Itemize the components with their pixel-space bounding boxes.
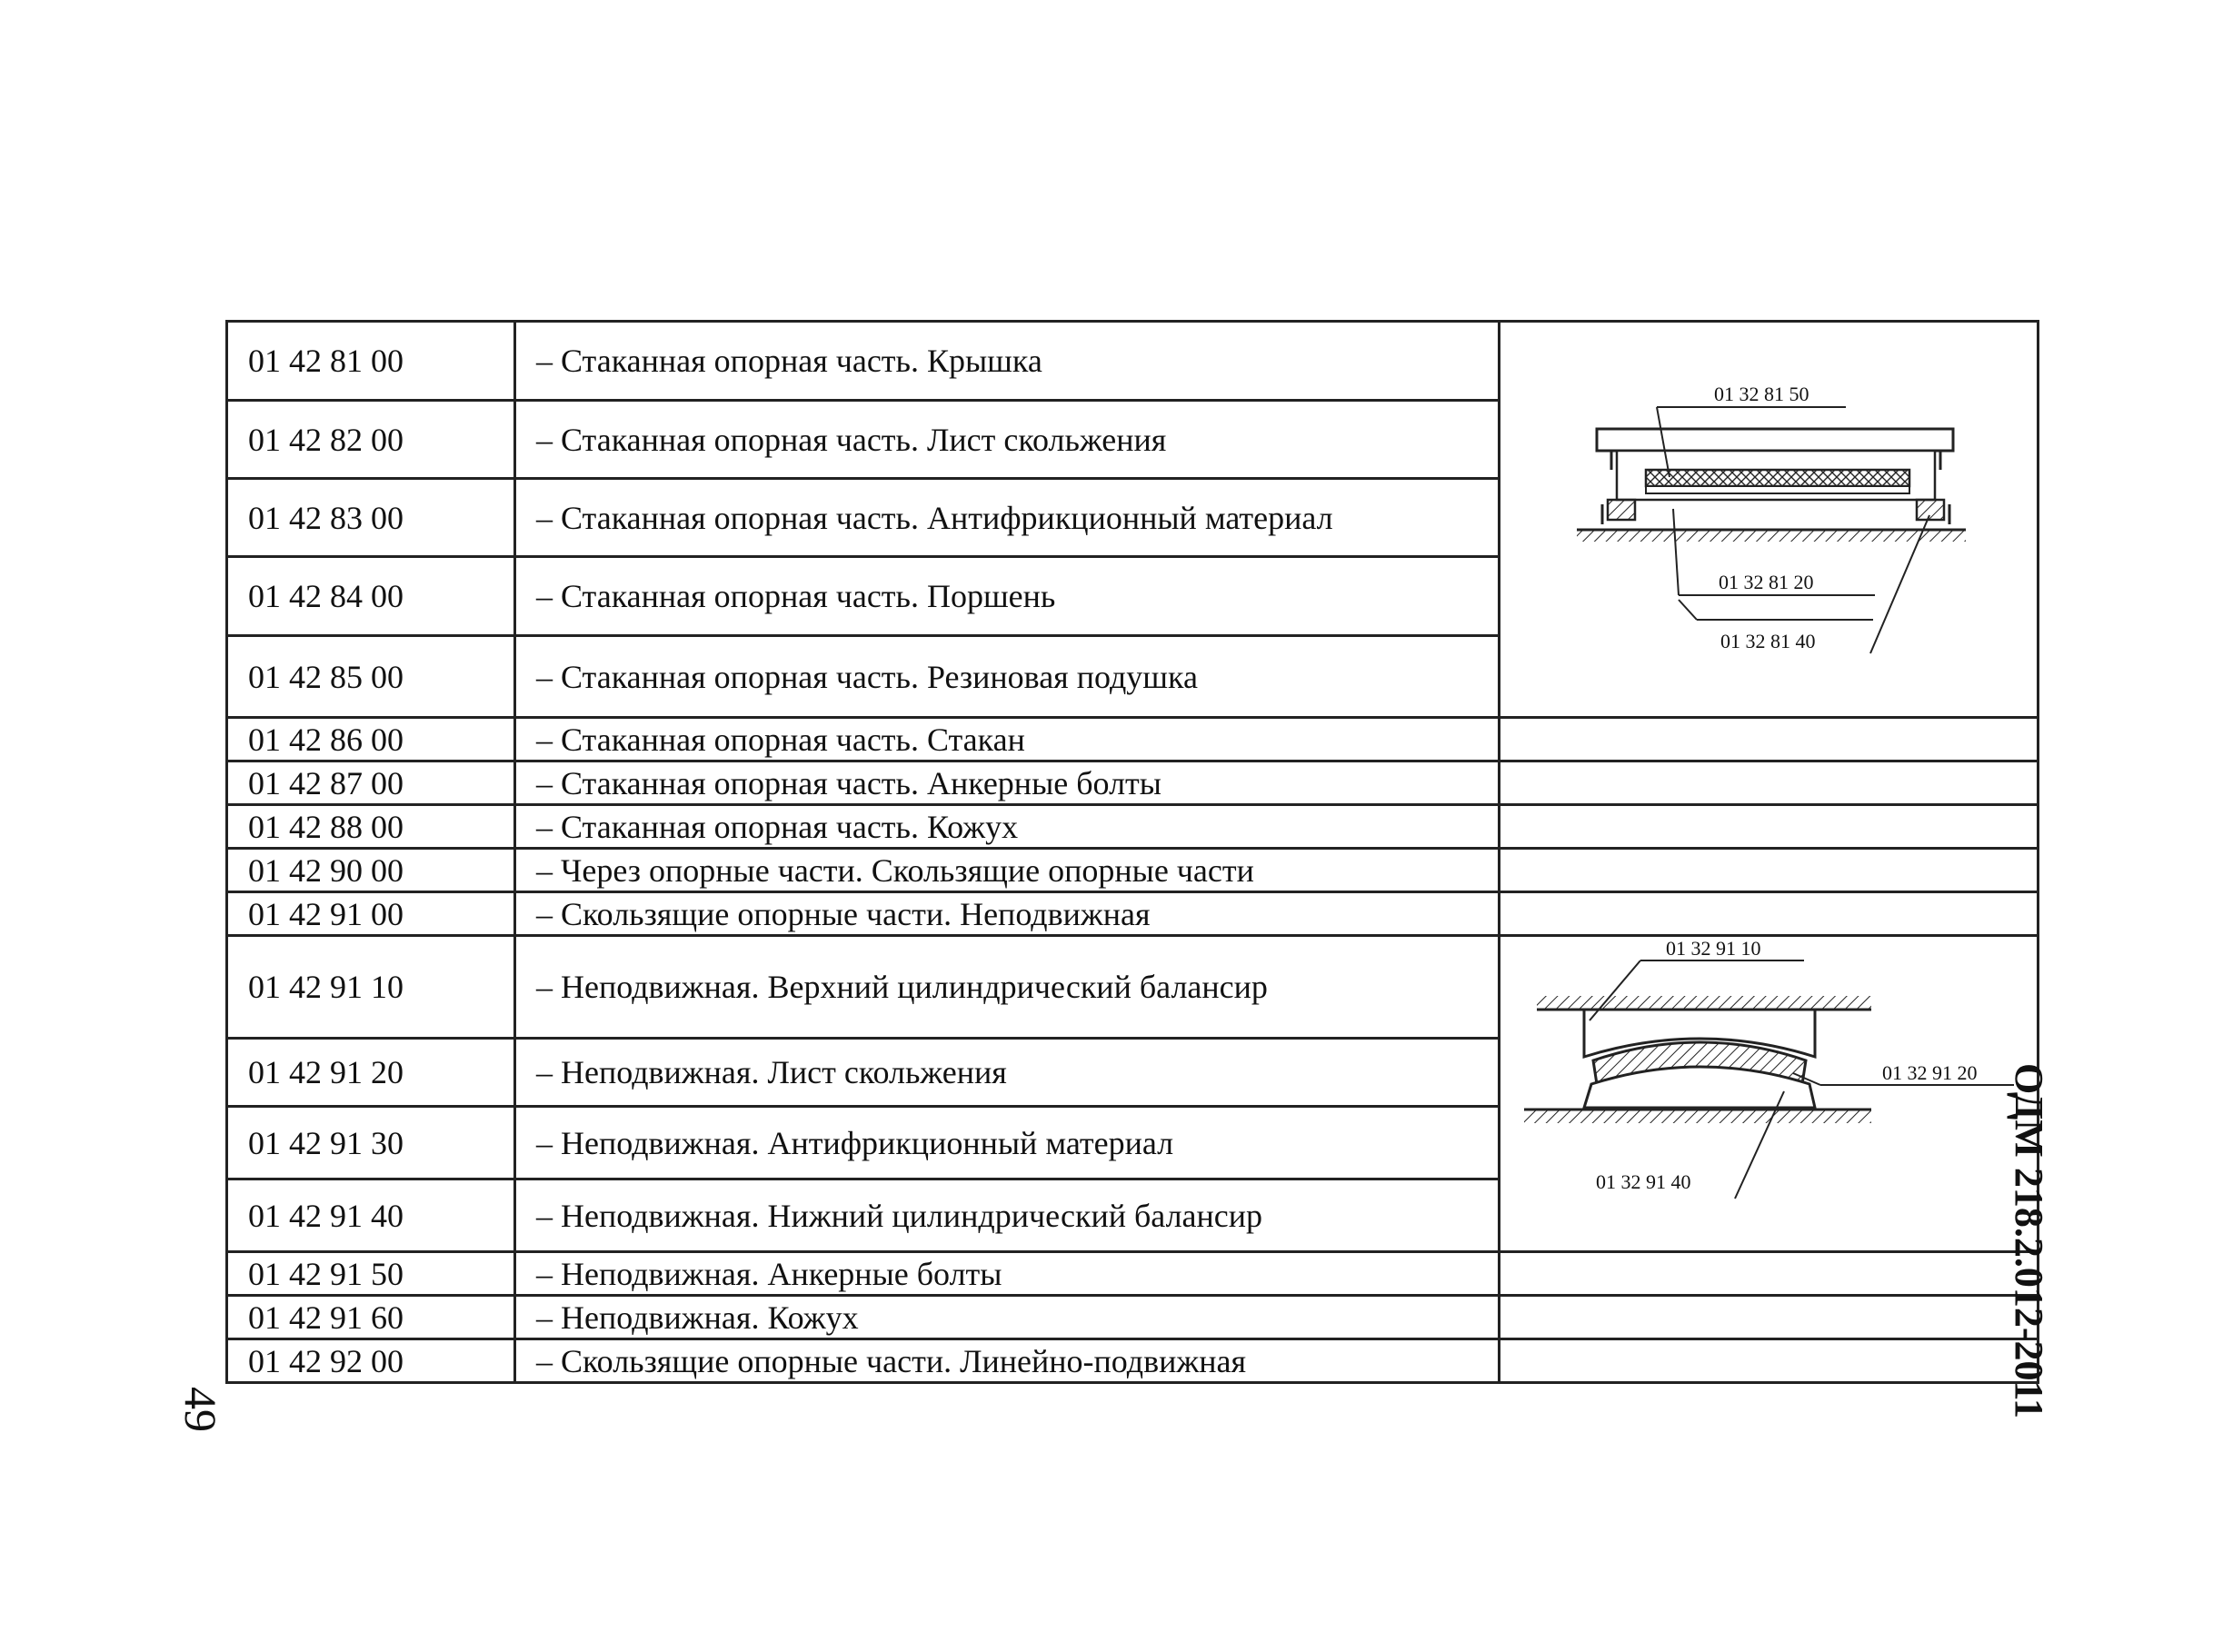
row-code: 01 42 91 60	[227, 1296, 515, 1339]
figure-cell-empty	[1500, 805, 2039, 849]
figure-cell-empty	[1500, 892, 2039, 936]
row-code: 01 42 88 00	[227, 805, 515, 849]
table-row	[227, 1296, 2039, 1339]
table-row	[227, 1339, 2039, 1383]
figure-cell-empty	[1500, 1339, 2039, 1383]
row-code: 01 42 81 00	[227, 322, 515, 401]
row-description: – Неподвижная. Лист скольжения	[515, 1039, 1500, 1107]
table-row	[227, 849, 2039, 892]
row-code: 01 42 87 00	[227, 761, 515, 805]
row-code: 01 42 84 00	[227, 557, 515, 636]
row-description: – Стаканная опорная часть. Лист скольжения	[515, 401, 1500, 479]
row-description: – Стаканная опорная часть. Резиновая подушка	[515, 636, 1500, 718]
row-code: 01 42 86 00	[227, 718, 515, 761]
label-lower-balancer-code: 01 32 91 40	[1596, 1170, 1691, 1193]
label-glass-code: 01 32 81 40	[1720, 630, 1816, 652]
table-row	[227, 761, 2039, 805]
row-code: 01 42 92 00	[227, 1339, 515, 1383]
row-description: – Стаканная опорная часть. Кожух	[515, 805, 1500, 849]
codes-table	[225, 320, 2039, 1384]
row-description: – Стаканная опорная часть. Анкерные болты	[515, 761, 1500, 805]
row-code: 01 42 91 40	[227, 1179, 515, 1252]
page-number: 49	[175, 1387, 226, 1432]
row-description: – Стаканная опорная часть. Стакан	[515, 718, 1500, 761]
figure-cell-sliding-bearing	[1500, 936, 2039, 1252]
row-description: – Неподвижная. Анкерные болты	[515, 1252, 1500, 1296]
row-code: 01 42 90 00	[227, 849, 515, 892]
row-description: – Неподвижная. Верхний цилиндрический балансир	[515, 936, 1500, 1039]
table-row	[227, 1252, 2039, 1296]
figure-cell-empty	[1500, 761, 2039, 805]
table-row	[227, 805, 2039, 849]
figure-cell-empty	[1500, 849, 2039, 892]
row-code: 01 42 85 00	[227, 636, 515, 718]
row-description: – Неподвижная. Кожух	[515, 1296, 1500, 1339]
row-description: – Стаканная опорная часть. Поршень	[515, 557, 1500, 636]
label-upper-balancer-code: 01 32 91 10	[1666, 937, 1761, 960]
figure-cell-empty	[1500, 1296, 2039, 1339]
figure-cell-empty	[1500, 718, 2039, 761]
row-description: – Стаканная опорная часть. Антифрикционный материал	[515, 479, 1500, 557]
row-code: 01 42 91 10	[227, 936, 515, 1039]
row-code: 01 42 82 00	[227, 401, 515, 479]
document-code: ОДМ 218.2.012-2011	[2007, 1063, 2051, 1419]
row-description: – Неподвижная. Антифрикционный материал	[515, 1107, 1500, 1179]
glass-wall-right	[1917, 500, 1944, 520]
row-description: – Стаканная опорная часть. Крышка	[515, 322, 1500, 401]
row-code: 01 42 91 00	[227, 892, 515, 936]
sliding-bearing-diagram	[1500, 937, 2037, 1252]
row-description: – Скользящие опорные части. Неподвижная	[515, 892, 1500, 936]
row-description: – Скользящие опорные части. Линейно-подвижная	[515, 1339, 1500, 1383]
row-code: 01 42 91 20	[227, 1039, 515, 1107]
cover-plate-shape	[1597, 429, 1953, 451]
row-code: 01 42 83 00	[227, 479, 515, 557]
glass-wall-left	[1608, 500, 1635, 520]
figure-cell-empty	[1500, 1252, 2039, 1296]
table-row	[227, 322, 2039, 401]
table-row	[227, 892, 2039, 936]
table-row	[227, 936, 2039, 1039]
table-row	[227, 718, 2039, 761]
label-slide-code: 01 32 81 20	[1719, 571, 1814, 593]
row-description: – Неподвижная. Нижний цилиндрический балансир	[515, 1179, 1500, 1252]
antifriction-layer-shape	[1646, 470, 1909, 486]
label-cover-code: 01 32 81 50	[1714, 383, 1809, 405]
row-description: – Через опорные части. Скользящие опорные части	[515, 849, 1500, 892]
figure-cell-glass-bearing	[1500, 322, 2039, 718]
row-code: 01 42 91 30	[227, 1107, 515, 1179]
label-sliding-sheet-code: 01 32 91 20	[1882, 1061, 1978, 1084]
row-code: 01 42 91 50	[227, 1252, 515, 1296]
glass-bearing-diagram	[1500, 323, 2037, 718]
